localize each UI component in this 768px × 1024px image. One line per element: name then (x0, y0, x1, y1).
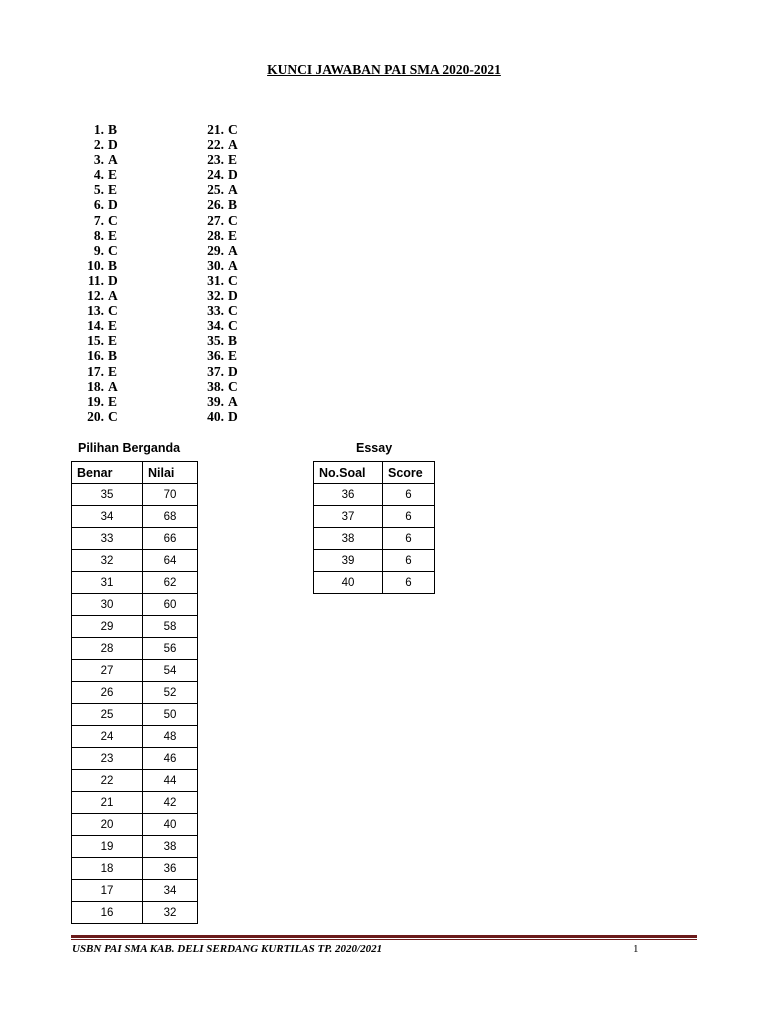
answer-letter: D (108, 137, 118, 153)
table-cell: 58 (143, 616, 198, 638)
table-cell: 38 (314, 528, 383, 550)
column-header-score: Score (383, 462, 435, 484)
list-item (196, 122, 238, 137)
question-number: 26. (207, 197, 224, 213)
table-row (314, 572, 435, 594)
answer-letter: E (108, 333, 118, 349)
table-cell: 24 (72, 726, 143, 748)
table-cell: 70 (143, 484, 198, 506)
list-item (196, 303, 238, 318)
table-cell: 36 (314, 484, 383, 506)
essay-title: Essay (356, 441, 393, 455)
list-item (76, 288, 118, 303)
answer-letter: A (108, 152, 118, 168)
question-number: 22. (207, 137, 224, 153)
table-cell: 29 (72, 616, 143, 638)
table-cell: 6 (383, 484, 435, 506)
table-cell: 32 (72, 550, 143, 572)
table-cell: 23 (72, 748, 143, 770)
answer-letter: C (228, 272, 238, 288)
answer-letter: C (228, 122, 238, 137)
question-number: 29. (207, 242, 224, 258)
question-number: 37. (207, 363, 224, 379)
answer-letter: E (108, 318, 118, 334)
question-number: 2. (93, 137, 104, 153)
table-cell: 48 (143, 726, 198, 748)
list-item (76, 167, 118, 182)
table-header-row (314, 462, 435, 484)
list-item (76, 318, 118, 333)
question-number: 3. (93, 152, 104, 168)
list-item (76, 182, 118, 197)
table-row (72, 572, 198, 594)
question-number: 8. (93, 227, 104, 243)
question-number: 6. (93, 197, 104, 213)
question-number: 20. (87, 408, 104, 424)
list-item (196, 348, 238, 363)
question-number: 10. (87, 257, 104, 273)
table-cell: 40 (314, 572, 383, 594)
table-cell: 62 (143, 572, 198, 594)
table-cell: 34 (72, 506, 143, 528)
list-item (76, 303, 118, 318)
table-cell: 22 (72, 770, 143, 792)
answer-letter: A (108, 378, 118, 394)
list-item (76, 409, 118, 424)
table-cell: 6 (383, 528, 435, 550)
question-number: 12. (87, 288, 104, 304)
table-cell: 20 (72, 814, 143, 836)
list-item (76, 228, 118, 243)
list-item (196, 228, 238, 243)
table-cell: 66 (143, 528, 198, 550)
answer-letter: A (228, 242, 238, 258)
answer-letter: B (108, 257, 118, 273)
answer-letter: D (228, 167, 238, 183)
table-cell: 60 (143, 594, 198, 616)
list-item (76, 122, 118, 137)
answer-letter: E (228, 152, 238, 168)
answer-letter: C (228, 212, 238, 228)
question-number: 9. (93, 242, 104, 258)
pilihan-berganda-table (71, 461, 198, 924)
list-item (76, 137, 118, 152)
table-row (72, 836, 198, 858)
list-item (196, 379, 238, 394)
table-cell: 40 (143, 814, 198, 836)
table-row (72, 704, 198, 726)
table-row (72, 726, 198, 748)
answer-letter: B (108, 348, 118, 364)
answer-letter: B (228, 333, 238, 349)
table-row (72, 792, 198, 814)
question-number: 13. (87, 303, 104, 319)
answer-letter: C (228, 303, 238, 319)
answer-letter: C (108, 242, 118, 258)
list-item (196, 258, 238, 273)
essay-table (313, 461, 435, 594)
answer-letter: A (108, 288, 118, 304)
answer-letter: E (228, 348, 238, 364)
list-item (196, 288, 238, 303)
question-number: 30. (207, 257, 224, 273)
answer-letter: A (228, 257, 238, 273)
table-row (314, 528, 435, 550)
table-cell: 6 (383, 506, 435, 528)
table-cell: 42 (143, 792, 198, 814)
answer-letter: A (228, 182, 238, 198)
question-number: 7. (93, 212, 104, 228)
list-item (196, 167, 238, 182)
question-number: 1. (93, 122, 104, 137)
table-cell: 17 (72, 880, 143, 902)
table-cell: 31 (72, 572, 143, 594)
table-row (72, 902, 198, 924)
table-row (72, 858, 198, 880)
table-cell: 54 (143, 660, 198, 682)
answer-letter: E (108, 167, 118, 183)
question-number: 16. (87, 348, 104, 364)
list-item (196, 273, 238, 288)
table-cell: 37 (314, 506, 383, 528)
footer-divider (71, 935, 697, 938)
answer-letter: E (108, 363, 118, 379)
question-number: 23. (207, 152, 224, 168)
list-item (196, 243, 238, 258)
answer-key-list-left (76, 122, 118, 424)
table-row (314, 550, 435, 572)
table-cell: 56 (143, 638, 198, 660)
table-row (72, 682, 198, 704)
column-header-benar: Benar (72, 462, 143, 484)
question-number: 39. (207, 393, 224, 409)
table-cell: 32 (143, 902, 198, 924)
list-item (196, 213, 238, 228)
answer-letter: C (108, 303, 118, 319)
question-number: 24. (207, 167, 224, 183)
list-item (76, 333, 118, 348)
answer-letter: E (108, 393, 118, 409)
question-number: 28. (207, 227, 224, 243)
question-number: 35. (207, 333, 224, 349)
table-header-row (72, 462, 198, 484)
list-item (196, 137, 238, 152)
question-number: 17. (87, 363, 104, 379)
table-cell: 34 (143, 880, 198, 902)
list-item (196, 394, 238, 409)
answer-letter: A (228, 393, 238, 409)
table-cell: 28 (72, 638, 143, 660)
answer-letter: C (228, 378, 238, 394)
question-number: 19. (87, 393, 104, 409)
list-item (196, 197, 238, 212)
table-row (314, 484, 435, 506)
answer-letter: A (228, 137, 238, 153)
list-item (76, 243, 118, 258)
table-cell: 21 (72, 792, 143, 814)
list-item (76, 348, 118, 363)
table-cell: 52 (143, 682, 198, 704)
table-row (72, 770, 198, 792)
table-cell: 6 (383, 572, 435, 594)
question-number: 5. (93, 182, 104, 198)
table-row (72, 484, 198, 506)
table-cell: 38 (143, 836, 198, 858)
question-number: 21. (207, 122, 224, 137)
table-cell: 46 (143, 748, 198, 770)
pilihan-berganda-title: Pilihan Berganda (78, 441, 181, 455)
question-number: 31. (207, 272, 224, 288)
table-cell: 33 (72, 528, 143, 550)
answer-letter: D (228, 363, 238, 379)
list-item (76, 213, 118, 228)
table-row (72, 616, 198, 638)
document-title: KUNCI JAWABAN PAI SMA 2020-2021 (267, 62, 501, 77)
footer-divider-thin (71, 939, 697, 940)
list-item (196, 182, 238, 197)
table-row (72, 660, 198, 682)
list-item (76, 379, 118, 394)
table-row (72, 550, 198, 572)
answer-letter: E (108, 182, 118, 198)
answer-letter: D (228, 408, 238, 424)
list-item (76, 258, 118, 273)
answer-key-list-right (196, 122, 238, 424)
list-item (196, 364, 238, 379)
table-cell: 68 (143, 506, 198, 528)
question-number: 34. (207, 318, 224, 334)
answer-letter: D (108, 197, 118, 213)
table-row (72, 748, 198, 770)
list-item (76, 364, 118, 379)
list-item (196, 409, 238, 424)
question-number: 33. (207, 303, 224, 319)
table-cell: 6 (383, 550, 435, 572)
table-cell: 16 (72, 902, 143, 924)
table-cell: 44 (143, 770, 198, 792)
table-cell: 25 (72, 704, 143, 726)
column-header-nilai: Nilai (143, 462, 198, 484)
question-number: 27. (207, 212, 224, 228)
table-row (72, 594, 198, 616)
answer-letter: C (228, 318, 238, 334)
table-cell: 19 (72, 836, 143, 858)
question-number: 38. (207, 378, 224, 394)
question-number: 40. (207, 408, 224, 424)
question-number: 36. (207, 348, 224, 364)
question-number: 11. (87, 272, 104, 288)
column-header-no-soal: No.Soal (314, 462, 383, 484)
question-number: 18. (87, 378, 104, 394)
question-number: 14. (87, 318, 104, 334)
list-item (76, 273, 118, 288)
table-row (72, 528, 198, 550)
table-cell: 30 (72, 594, 143, 616)
table-row (72, 506, 198, 528)
table-cell: 64 (143, 550, 198, 572)
answer-letter: C (108, 212, 118, 228)
table-cell: 35 (72, 484, 143, 506)
page-number: 1 (633, 943, 639, 955)
table-row (72, 814, 198, 836)
question-number: 25. (207, 182, 224, 198)
answer-letter: D (228, 288, 238, 304)
question-number: 4. (93, 167, 104, 183)
list-item (76, 152, 118, 167)
table-row (72, 880, 198, 902)
table-cell: 27 (72, 660, 143, 682)
table-cell: 50 (143, 704, 198, 726)
question-number: 32. (207, 288, 224, 304)
table-cell: 36 (143, 858, 198, 880)
list-item (76, 394, 118, 409)
list-item (76, 197, 118, 212)
list-item (196, 333, 238, 348)
table-row (314, 506, 435, 528)
table-row (72, 638, 198, 660)
answer-letter: B (108, 122, 118, 137)
table-cell: 39 (314, 550, 383, 572)
answer-letter: B (228, 197, 238, 213)
answer-letter: D (108, 272, 118, 288)
answer-letter: E (228, 227, 238, 243)
list-item (196, 152, 238, 167)
answer-letter: E (108, 227, 118, 243)
question-number: 15. (87, 333, 104, 349)
table-cell: 26 (72, 682, 143, 704)
table-cell: 18 (72, 858, 143, 880)
list-item (196, 318, 238, 333)
footer-text: USBN PAI SMA KAB. DELI SERDANG KURTILAS TP. 2020/2021 (72, 943, 383, 955)
answer-letter: C (108, 408, 118, 424)
